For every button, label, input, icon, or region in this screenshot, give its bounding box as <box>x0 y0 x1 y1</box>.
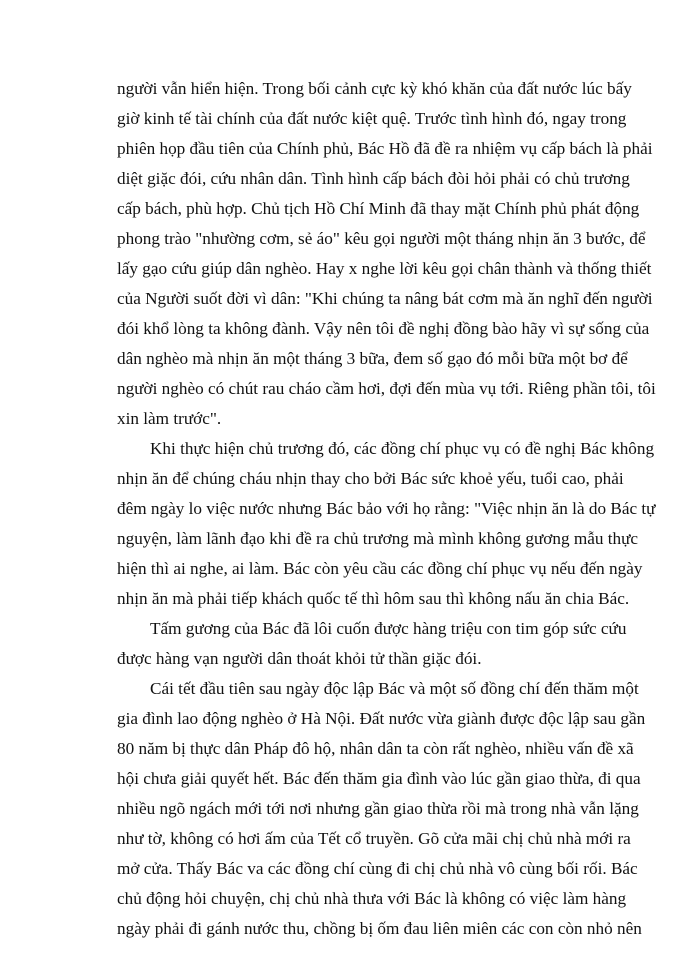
text-line: cấp bách, phù hợp. Chủ tịch Hồ Chí Minh đã thay mặt Chính phủ phát động <box>117 199 640 218</box>
text-line: giờ kinh tế tài chính của đất nước kiệt quệ. Trước tình hình đó, ngay trong <box>117 109 627 128</box>
text-line: đói khổ lòng ta không đành. Vậy nên tôi đề nghị đồng bào hãy vì sự sống của <box>117 319 650 338</box>
paragraph-first-line: Khi thực hiện chủ trương đó, các đồng chí phục vụ có đề nghị Bác không <box>150 439 655 458</box>
text-line: người nghèo có chút rau cháo cầm hơi, đợi đến mùa vụ tới. Riêng phần tôi, tôi <box>117 379 656 398</box>
text-line: hiện thì ai nghe, ai làm. Bác còn yêu cầu các đồng chí phục vụ nếu đến ngày <box>117 559 643 578</box>
text-line: của Người suốt đời vì dân: "Khi chúng ta nâng bát cơm mà ăn nghĩ đến người <box>117 289 653 308</box>
text-line: phiên họp đầu tiên của Chính phủ, Bác Hồ đã đề ra nhiệm vụ cấp bách là phải <box>117 139 653 158</box>
text-line: được hàng vạn người dân thoát khỏi tử thần giặc đói. <box>117 649 482 668</box>
text-line: chủ động hỏi chuyện, chị chủ nhà thưa với Bác là không có việc làm hàng <box>117 889 627 908</box>
text-line: diệt giặc đói, cứu nhân dân. Tình hình cấp bách đòi hỏi phải có chủ trương <box>117 169 630 188</box>
text-line: 80 năm bị thực dân Pháp đô hộ, nhân dân ta còn rất nghèo, nhiều vấn đề xã <box>117 739 634 758</box>
text-line: nguyện, làm lãnh đạo khi đề ra chủ trương mà mình không gương mẫu thực <box>117 529 639 548</box>
text-line: nhịn ăn để chúng cháu nhịn thay cho bởi Bác sức khoẻ yếu, tuổi cao, phải <box>117 469 624 488</box>
paragraph-first-line: Tấm gương của Bác đã lôi cuốn được hàng triệu con tim góp sức cứu <box>150 619 627 638</box>
text-line: phong trào "nhường cơm, sẻ áo" kêu gọi người một tháng nhịn ăn 3 bước, để <box>117 229 646 248</box>
text-line: như tờ, không có hơi ấm của Tết cổ truyền. Gõ cửa mãi chị chủ nhà mới ra <box>117 829 631 848</box>
text-line: mở cửa. Thấy Bác va các đồng chí cùng đi chị chủ nhà vô cùng bối rối. Bác <box>117 859 638 878</box>
paragraph-first-line: Cái tết đầu tiên sau ngày độc lập Bác và một số đồng chí đến thăm một <box>150 679 639 698</box>
text-line: hội chưa giải quyết hết. Bác đến thăm gia đình vào lúc gần giao thừa, đi qua <box>117 769 641 788</box>
text-line: ngày phải đi gánh nước thu, chồng bị ốm đau liên miên các con còn nhỏ nên <box>117 919 642 938</box>
text-line: dân nghèo mà nhịn ăn một tháng 3 bữa, đem số gạo đó mỗi bữa một bơ để <box>117 349 628 368</box>
text-line: nhiều ngõ ngách mới tới nơi nhưng gần giao thừa rồi mà trong nhà vẫn lặng <box>117 799 639 818</box>
text-line: xin làm trước". <box>117 409 222 428</box>
text-line: lấy gạo cứu giúp dân nghèo. Hay x nghe lời kêu gọi chân thành và thống thiết <box>117 259 652 278</box>
text-line: nhịn ăn mà phải tiếp khách quốc tế thì hôm sau thì không nấu ăn chia Bác. <box>117 589 630 608</box>
text-line: người vẫn hiển hiện. Trong bối cảnh cực kỳ khó khăn của đất nước lúc bấy <box>117 79 632 98</box>
text-line: gia đình lao động nghèo ở Hà Nội. Đất nước vừa giành được độc lập sau gần <box>117 709 646 728</box>
text-line: đêm ngày lo việc nước nhưng Bác bảo với họ rằng: "Việc nhịn ăn là do Bác tự <box>117 499 656 518</box>
